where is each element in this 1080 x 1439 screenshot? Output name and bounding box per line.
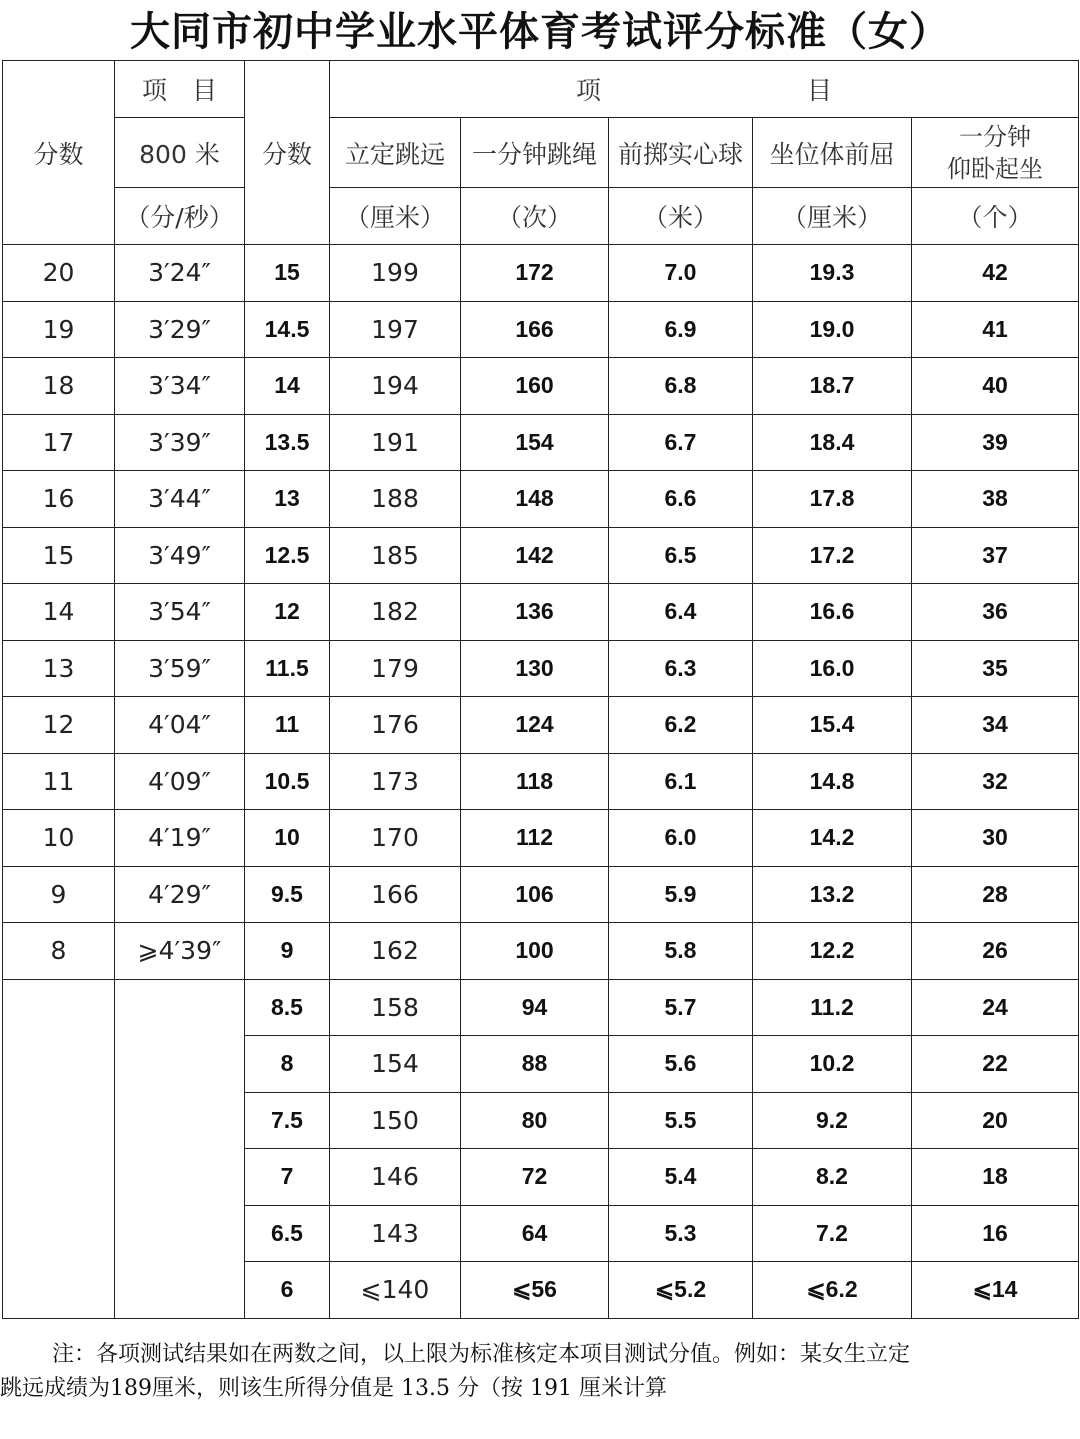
cell-sit-ups: 35 — [912, 640, 1079, 697]
cell-score-left: 18 — [3, 358, 115, 415]
cell-sit-ups: 16 — [912, 1205, 1079, 1262]
cell-score-right: 9 — [245, 923, 330, 980]
cell-sit-ups: 39 — [912, 414, 1079, 471]
unit-sit-ups: （个） — [912, 188, 1079, 245]
cell-score-left: 10 — [3, 810, 115, 867]
cell-800m: 3′49″ — [115, 527, 245, 584]
unit-medicine-ball: （米） — [609, 188, 753, 245]
cell-sit-and-reach: 13.2 — [753, 866, 912, 923]
cell-sit-and-reach: 11.2 — [753, 979, 912, 1036]
cell-medicine-ball: 5.8 — [609, 923, 753, 980]
header-standing-jump: 立定跳远 — [330, 118, 461, 188]
table-row — [3, 810, 1079, 867]
cell-score-left: 15 — [3, 527, 115, 584]
cell-sit-and-reach: 19.0 — [753, 301, 912, 358]
cell-sit-and-reach: 18.7 — [753, 358, 912, 415]
cell-standing-jump: 146 — [330, 1149, 461, 1206]
cell-medicine-ball: 6.3 — [609, 640, 753, 697]
cell-score-right: 9.5 — [245, 866, 330, 923]
cell-score-right: 14.5 — [245, 301, 330, 358]
cell-score-left — [3, 979, 115, 1318]
cell-medicine-ball: 6.0 — [609, 810, 753, 867]
cell-sit-and-reach: 16.6 — [753, 584, 912, 641]
footnote — [0, 1338, 1080, 1406]
cell-sit-and-reach: 16.0 — [753, 640, 912, 697]
header-sit-and-reach: 坐位体前屈 — [753, 118, 912, 188]
cell-rope-skip: 148 — [461, 471, 609, 528]
cell-800m: 4′09″ — [115, 753, 245, 810]
cell-rope-skip: 160 — [461, 358, 609, 415]
table-row — [3, 527, 1079, 584]
cell-800m: 3′29″ — [115, 301, 245, 358]
header-item-right-a: 项 — [575, 76, 601, 105]
header-item-right — [330, 61, 1079, 118]
table-row — [3, 471, 1079, 528]
cell-800m: 3′24″ — [115, 245, 245, 302]
cell-sit-ups: 22 — [912, 1036, 1079, 1093]
cell-score-right: 11.5 — [245, 640, 330, 697]
cell-sit-ups: ⩽14 — [912, 1262, 1079, 1319]
cell-medicine-ball: 5.9 — [609, 866, 753, 923]
cell-sit-and-reach: 14.8 — [753, 753, 912, 810]
cell-rope-skip: 100 — [461, 923, 609, 980]
cell-800m: 4′04″ — [115, 697, 245, 754]
cell-standing-jump: 191 — [330, 414, 461, 471]
table-row — [3, 979, 1079, 1036]
cell-score-right: 8.5 — [245, 979, 330, 1036]
cell-standing-jump: 182 — [330, 584, 461, 641]
cell-sit-ups: 24 — [912, 979, 1079, 1036]
cell-standing-jump: 162 — [330, 923, 461, 980]
cell-standing-jump: 199 — [330, 245, 461, 302]
cell-sit-ups: 36 — [912, 584, 1079, 641]
cell-score-right: 15 — [245, 245, 330, 302]
cell-rope-skip: 130 — [461, 640, 609, 697]
cell-sit-and-reach: 8.2 — [753, 1149, 912, 1206]
cell-score-right: 10 — [245, 810, 330, 867]
table-row — [3, 414, 1079, 471]
cell-score-left: 8 — [3, 923, 115, 980]
cell-rope-skip: 106 — [461, 866, 609, 923]
cell-rope-skip: 166 — [461, 301, 609, 358]
cell-medicine-ball: 5.5 — [609, 1092, 753, 1149]
table-row — [3, 923, 1079, 980]
cell-sit-ups: 30 — [912, 810, 1079, 867]
cell-sit-ups: 37 — [912, 527, 1079, 584]
cell-score-right: 12.5 — [245, 527, 330, 584]
cell-rope-skip: 64 — [461, 1205, 609, 1262]
cell-score-left: 13 — [3, 640, 115, 697]
cell-rope-skip: 88 — [461, 1036, 609, 1093]
cell-sit-ups: 20 — [912, 1092, 1079, 1149]
header-rope-skip: 一分钟跳绳 — [461, 118, 609, 188]
table-row — [3, 697, 1079, 754]
header-sit-ups-line2: 仰卧起坐 — [947, 154, 1043, 183]
cell-sit-ups: 40 — [912, 358, 1079, 415]
cell-standing-jump: 188 — [330, 471, 461, 528]
cell-sit-ups: 26 — [912, 923, 1079, 980]
cell-800m: ⩾4′39″ — [115, 923, 245, 980]
cell-medicine-ball: 7.0 — [609, 245, 753, 302]
cell-score-right: 8 — [245, 1036, 330, 1093]
cell-medicine-ball: 6.6 — [609, 471, 753, 528]
cell-standing-jump: 150 — [330, 1092, 461, 1149]
cell-sit-and-reach: 10.2 — [753, 1036, 912, 1093]
cell-800m: 3′54″ — [115, 584, 245, 641]
cell-score-left: 16 — [3, 471, 115, 528]
cell-sit-ups: 34 — [912, 697, 1079, 754]
cell-medicine-ball: 6.5 — [609, 527, 753, 584]
cell-800m: 3′59″ — [115, 640, 245, 697]
unit-standing-jump: （厘米） — [330, 188, 461, 245]
cell-medicine-ball: 6.2 — [609, 697, 753, 754]
cell-score-right: 7.5 — [245, 1092, 330, 1149]
footnote-line-2: 跳远成绩为189厘米，则该生所得分值是 13.5 分（按 191 厘米计算 — [0, 1376, 667, 1401]
cell-rope-skip: 118 — [461, 753, 609, 810]
cell-sit-ups: 18 — [912, 1149, 1079, 1206]
cell-rope-skip: 172 — [461, 245, 609, 302]
cell-standing-jump: 173 — [330, 753, 461, 810]
cell-800m: 3′39″ — [115, 414, 245, 471]
cell-rope-skip: 142 — [461, 527, 609, 584]
cell-standing-jump: 154 — [330, 1036, 461, 1093]
unit-sit-and-reach: （厘米） — [753, 188, 912, 245]
cell-medicine-ball: 6.7 — [609, 414, 753, 471]
cell-score-right: 13.5 — [245, 414, 330, 471]
cell-rope-skip: 72 — [461, 1149, 609, 1206]
cell-score-left: 11 — [3, 753, 115, 810]
cell-medicine-ball: 5.4 — [609, 1149, 753, 1206]
cell-standing-jump: 179 — [330, 640, 461, 697]
unit-800m: （分/秒） — [115, 188, 245, 245]
header-item-left: 项 目 — [115, 61, 245, 118]
header-sit-ups-line1: 一分钟 — [959, 122, 1031, 151]
cell-sit-and-reach: 15.4 — [753, 697, 912, 754]
cell-standing-jump: 197 — [330, 301, 461, 358]
cell-standing-jump: 185 — [330, 527, 461, 584]
cell-score-right: 13 — [245, 471, 330, 528]
cell-standing-jump: 143 — [330, 1205, 461, 1262]
cell-rope-skip: 94 — [461, 979, 609, 1036]
footnote-line-1: 注：各项测试结果如在两数之间，以上限为标准核定本项目测试分值。例如：某女生立定 — [52, 1342, 911, 1367]
cell-score-left: 14 — [3, 584, 115, 641]
cell-rope-skip: 80 — [461, 1092, 609, 1149]
cell-sit-and-reach: 18.4 — [753, 414, 912, 471]
cell-sit-and-reach: 12.2 — [753, 923, 912, 980]
table-row — [3, 640, 1079, 697]
cell-score-left: 19 — [3, 301, 115, 358]
cell-sit-and-reach: 19.3 — [753, 245, 912, 302]
header-item-right-b: 目 — [807, 76, 833, 105]
cell-sit-and-reach: 17.2 — [753, 527, 912, 584]
cell-score-left: 17 — [3, 414, 115, 471]
cell-medicine-ball: 6.8 — [609, 358, 753, 415]
cell-800m: 3′44″ — [115, 471, 245, 528]
cell-rope-skip: 154 — [461, 414, 609, 471]
cell-rope-skip: 112 — [461, 810, 609, 867]
cell-score-left: 20 — [3, 245, 115, 302]
cell-medicine-ball: 5.3 — [609, 1205, 753, 1262]
cell-800m: 4′29″ — [115, 866, 245, 923]
cell-score-right: 6.5 — [245, 1205, 330, 1262]
cell-800m — [115, 979, 245, 1318]
cell-sit-and-reach: 17.8 — [753, 471, 912, 528]
cell-score-left: 9 — [3, 866, 115, 923]
cell-sit-ups: 41 — [912, 301, 1079, 358]
cell-score-right: 12 — [245, 584, 330, 641]
cell-medicine-ball: 5.6 — [609, 1036, 753, 1093]
cell-sit-and-reach: ⩽6.2 — [753, 1262, 912, 1319]
cell-sit-ups: 32 — [912, 753, 1079, 810]
cell-score-left: 12 — [3, 697, 115, 754]
cell-800m: 4′19″ — [115, 810, 245, 867]
header-score-right: 分数 — [245, 61, 330, 245]
table-row — [3, 358, 1079, 415]
cell-score-right: 6 — [245, 1262, 330, 1319]
header-sit-ups — [912, 118, 1079, 188]
cell-score-right: 7 — [245, 1149, 330, 1206]
cell-medicine-ball: 6.4 — [609, 584, 753, 641]
cell-rope-skip: ⩽56 — [461, 1262, 609, 1319]
cell-medicine-ball: ⩽5.2 — [609, 1262, 753, 1319]
cell-medicine-ball: 5.7 — [609, 979, 753, 1036]
cell-sit-and-reach: 7.2 — [753, 1205, 912, 1262]
cell-standing-jump: 170 — [330, 810, 461, 867]
cell-standing-jump: 176 — [330, 697, 461, 754]
unit-rope-skip: （次） — [461, 188, 609, 245]
cell-score-right: 14 — [245, 358, 330, 415]
scoring-table — [2, 60, 1079, 1319]
cell-standing-jump: 166 — [330, 866, 461, 923]
header-score-left: 分数 — [3, 61, 115, 245]
cell-medicine-ball: 6.1 — [609, 753, 753, 810]
page-title: 大同市初中学业水平体育考试评分标准（女） — [130, 9, 950, 55]
header-medicine-ball: 前掷实心球 — [609, 118, 753, 188]
header-800m: 800 米 — [115, 118, 245, 188]
cell-sit-and-reach: 9.2 — [753, 1092, 912, 1149]
cell-score-right: 10.5 — [245, 753, 330, 810]
table-row — [3, 866, 1079, 923]
cell-standing-jump: 194 — [330, 358, 461, 415]
cell-medicine-ball: 6.9 — [609, 301, 753, 358]
table-row — [3, 753, 1079, 810]
cell-sit-ups: 28 — [912, 866, 1079, 923]
cell-sit-ups: 38 — [912, 471, 1079, 528]
cell-standing-jump: ⩽140 — [330, 1262, 461, 1319]
table-row — [3, 584, 1079, 641]
cell-score-right: 11 — [245, 697, 330, 754]
table-row — [3, 245, 1079, 302]
cell-sit-ups: 42 — [912, 245, 1079, 302]
cell-rope-skip: 136 — [461, 584, 609, 641]
cell-sit-and-reach: 14.2 — [753, 810, 912, 867]
cell-800m: 3′34″ — [115, 358, 245, 415]
cell-rope-skip: 124 — [461, 697, 609, 754]
cell-standing-jump: 158 — [330, 979, 461, 1036]
table-row — [3, 301, 1079, 358]
